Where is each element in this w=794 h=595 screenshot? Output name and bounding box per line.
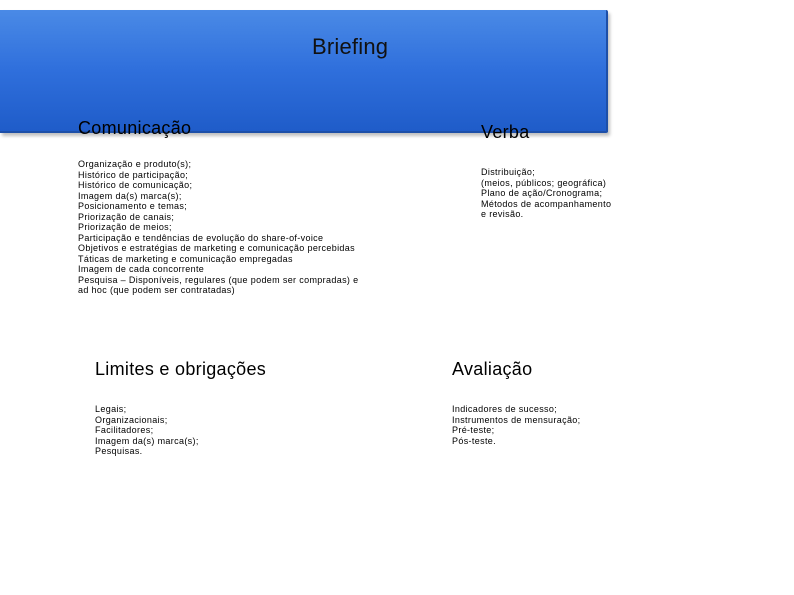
list-item: Objetivos e estratégias de marketing e comunicação percebidas xyxy=(78,243,355,253)
list-comunicacao xyxy=(78,159,358,296)
heading-verba: Verba xyxy=(481,122,530,142)
list-item: Imagem da(s) marca(s); xyxy=(78,190,182,201)
list-item: Indicadores de sucesso; xyxy=(452,404,558,414)
list-item: Histórico de comunicação; xyxy=(78,180,193,190)
slide-title: Briefing xyxy=(312,34,389,59)
list-item: Participação e tendências de evolução do share-of-voice xyxy=(78,232,324,243)
list-item: Facilitadores; xyxy=(95,425,154,435)
list-limites xyxy=(95,404,199,457)
heading-comunicacao: Comunicação xyxy=(78,118,192,138)
list-item: (meios, públicos; geográfica) xyxy=(481,177,607,188)
list-item: Métodos de acompanhamento xyxy=(481,198,612,209)
list-item: e revisão. xyxy=(481,209,524,219)
list-item: Priorização de canais; xyxy=(78,211,175,222)
list-item: Imagem da(s) marca(s); xyxy=(95,435,199,446)
list-item: Instrumentos de mensuração; xyxy=(452,414,581,425)
heading-avaliacao: Avaliação xyxy=(452,359,533,379)
list-item: Legais; xyxy=(95,404,127,414)
list-item: Organização e produto(s); xyxy=(78,159,192,169)
list-item: ad hoc (que podem ser contratadas) xyxy=(78,285,235,295)
title-banner xyxy=(0,10,608,133)
list-item: Priorização de meios; xyxy=(78,222,172,232)
list-avaliacao xyxy=(452,404,581,446)
heading-limites: Limites e obrigações xyxy=(95,359,267,379)
list-item: Posicionamento e temas; xyxy=(78,201,188,211)
list-item: Pesquisa – Disponíveis, regulares (que podem ser compradas) e xyxy=(78,274,359,285)
list-item: Táticas de marketing e comunicação empregadas xyxy=(78,253,293,264)
list-item: Organizacionais; xyxy=(95,414,168,425)
list-item: Histórico de participação; xyxy=(78,169,189,180)
list-verba xyxy=(481,167,611,220)
list-item: Pesquisas. xyxy=(95,446,143,456)
list-item: Pré-teste; xyxy=(452,425,495,435)
list-item: Distribuição; xyxy=(481,167,536,177)
list-item: Imagem de cada concorrente xyxy=(78,264,205,274)
list-item: Pós-teste. xyxy=(452,435,497,446)
list-item: Plano de ação/Cronograma; xyxy=(481,188,603,198)
